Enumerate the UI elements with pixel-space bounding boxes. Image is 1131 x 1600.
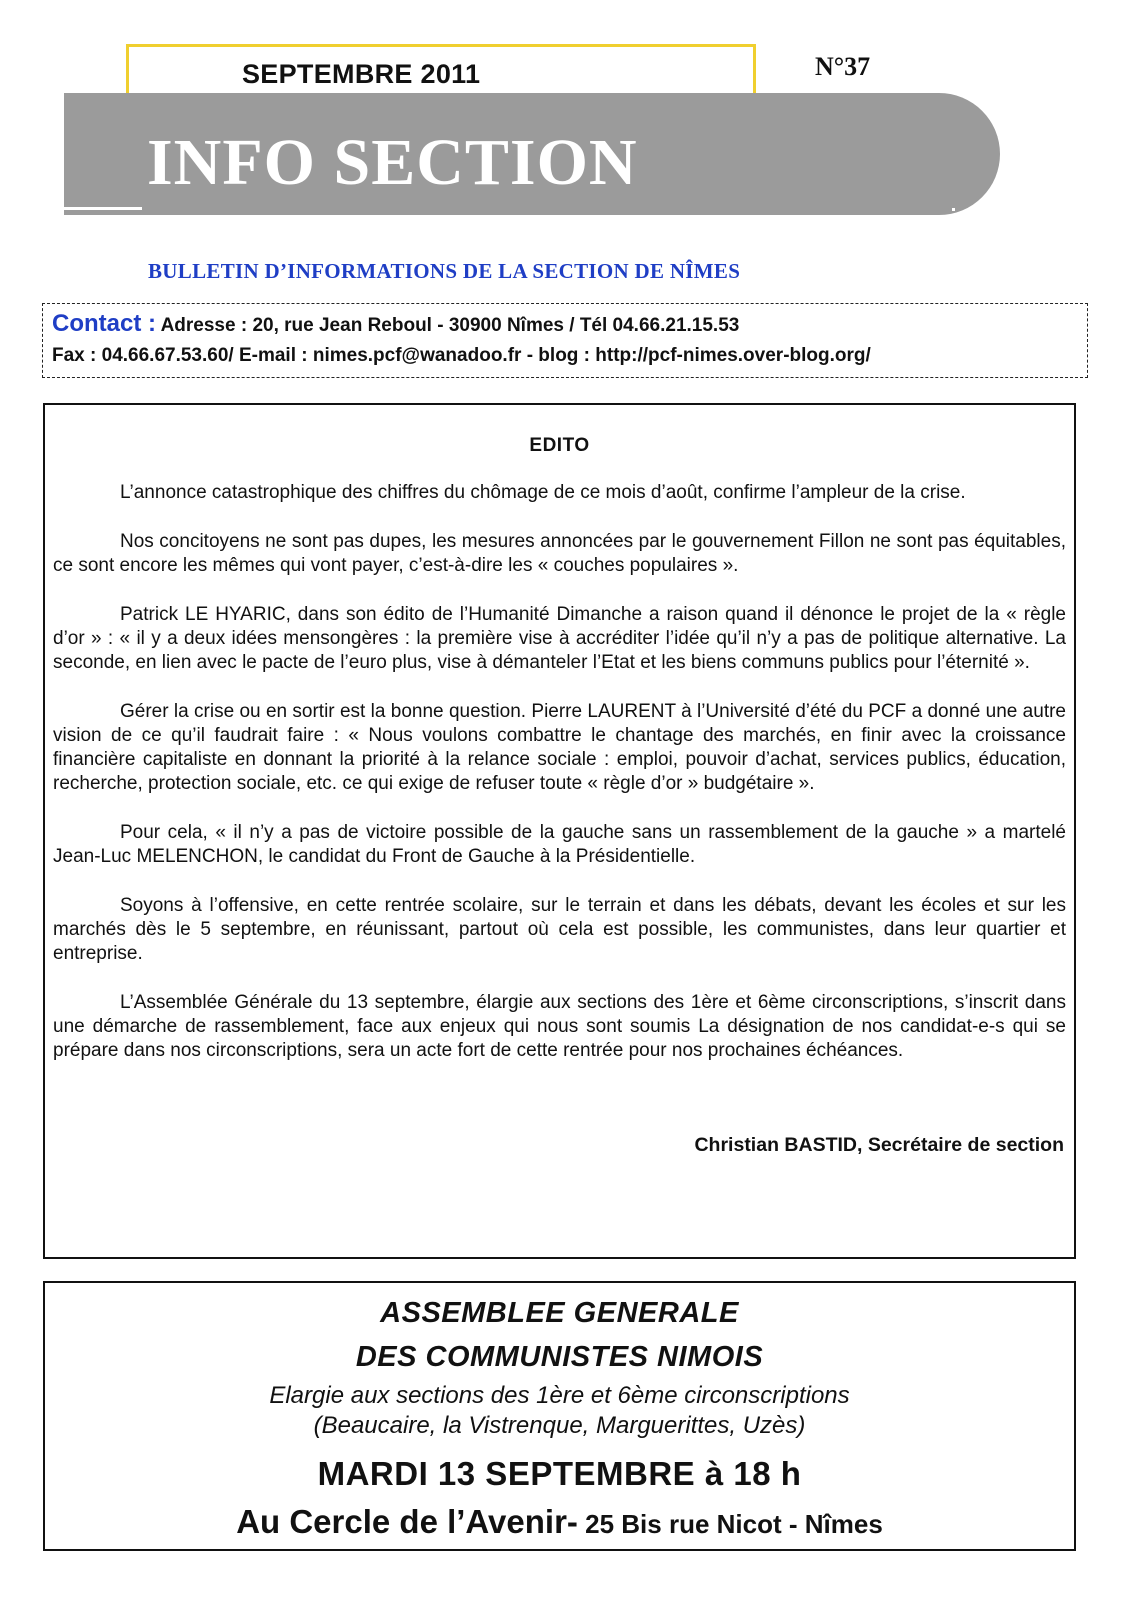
banner-dot	[952, 208, 955, 211]
assembly-subtitle-line1: Elargie aux sections des 1ère et 6ème circonscriptions	[269, 1382, 850, 1409]
contact-address: Adresse : 20, rue Jean Reboul - 30900 Nîmes / Tél 04.66.21.15.53	[160, 315, 740, 336]
assembly-announcement	[43, 1281, 1076, 1551]
issue-number: N°37	[815, 52, 871, 81]
assembly-venue	[45, 1498, 1074, 1548]
edito-paragraph: Patrick LE HYARIC, dans son édito de l’Humanité Dimanche a raison quand il dénonce le projet de la « règle d’or » : « il y a deux idées mensongères : la première vise à accréditer l’idée qu’il n’y a pas de politique alternative. La seconde, en lien avec le pacte de l’euro plus, vise à démanteler l’Etat et les biens communs publics pour l’éternité ».	[53, 604, 1066, 673]
assembly-title-line1: ASSEMBLEE GENERALE	[380, 1297, 739, 1329]
contact-line-1	[52, 309, 1087, 341]
assembly-venue-address: 25 Bis rue Nicot - Nîmes	[577, 1509, 883, 1539]
edito-paragraph: L’Assemblée Générale du 13 septembre, élargie aux sections des 1ère et 6ème circonscriptions, s’inscrit dans une démarche de rassemblement, face aux enjeux qui nous sont soumis La désignation de nos candidat-e-s qui se prépare dans nos circonscriptions, sera un acte fort de cette rentrée pour nos prochaines échéances.	[53, 992, 1066, 1061]
edito-box	[43, 403, 1076, 1259]
assembly-venue-name: Au Cercle de l’Avenir-	[236, 1503, 578, 1540]
edito-paragraph: L’annonce catastrophique des chiffres du chômage de ce mois d’août, confirme l’ampleur de la crise.	[120, 482, 966, 503]
banner-rule	[64, 207, 142, 210]
bulletin-subtitle: BULLETIN D’INFORMATIONS DE LA SECTION DE NÎMES	[148, 259, 741, 283]
masthead-title: INFO SECTION	[147, 126, 638, 199]
contact-label: Contact :	[52, 310, 156, 337]
contact-line-2: Fax : 04.66.67.53.60/ E-mail : nimes.pcf@wanadoo.fr - blog : http://pcf-nimes.over-blog.org/	[52, 345, 871, 366]
edito-signature: Christian BASTID, Secrétaire de section	[694, 1134, 1064, 1156]
edito-title: EDITO	[529, 435, 590, 456]
edito-paragraph: Nos concitoyens ne sont pas dupes, les mesures annoncées par le gouvernement Fillon ne sont pas équitables, ce sont encore les mêmes qui vont payer, c’est-à-dire les « couches populaires ».	[53, 531, 1066, 576]
assembly-title-line2: DES COMMUNISTES NIMOIS	[355, 1341, 764, 1373]
edito-paragraph: Soyons à l’offensive, en cette rentrée scolaire, sur le terrain et dans les débats, devant les écoles et sur les marchés dès le 5 septembre, en réunissant, partout où cela est possible, les communistes, dans leur quartier et entreprise.	[53, 895, 1066, 964]
assembly-date: MARDI 13 SEPTEMBRE à 18 h	[317, 1455, 802, 1492]
contact-box	[42, 303, 1088, 378]
edito-paragraph: Gérer la crise ou en sortir est la bonne question. Pierre LAURENT à l’Université d’été du PCF a donné une autre vision de ce qu’il faudrait faire : « Nous voulons combattre le chantage des marchés, en finir avec la croissance financière capitaliste en donnant la priorité à la relance sociale : emploi, pouvoir d’achat, services publics, éducation, recherche, protection sociale, etc. ce qui exige de refuser toute « règle d’or » budgétaire ».	[53, 701, 1066, 794]
issue-date: SEPTEMBRE 2011	[242, 59, 481, 89]
assembly-subtitle-line2: (Beaucaire, la Vistrenque, Marguerittes, Uzès)	[313, 1412, 806, 1439]
edito-paragraph: Pour cela, « il n’y a pas de victoire possible de la gauche sans un rassemblement de la gauche » a martelé Jean-Luc MELENCHON, le candidat du Front de Gauche à la Présidentielle.	[53, 822, 1066, 867]
